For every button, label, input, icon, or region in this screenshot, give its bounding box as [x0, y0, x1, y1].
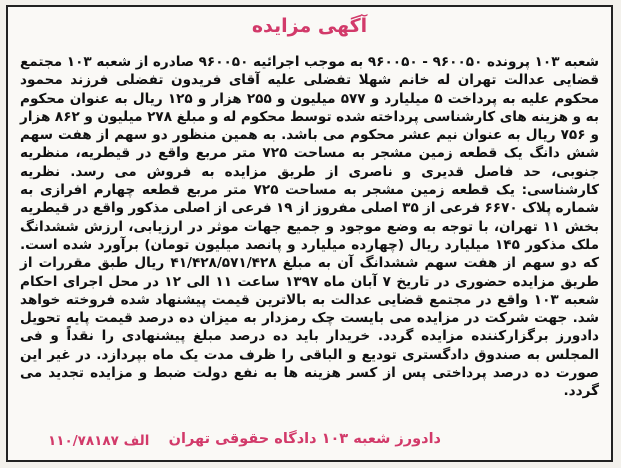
notice-reference-code: ۱۱۰/۷۸۱۸۷ الف	[48, 433, 150, 449]
notice-frame	[6, 5, 613, 462]
notice-signature: دادورز شعبه ۱۰۳ دادگاه حقوقی تهران	[168, 431, 441, 447]
notice-body: شعبه ۱۰۳ پرونده ۹۶۰۰۵۰ - ۹۶۰۰۵۰ به موجب اجرائیه ۹۶۰۰۵۰ صادره از شعبه ۱۰۳ مجتمع قضایی عدالت تهران له خانم شهلا تفضلی علیه آقای فریدون تفضلی فرزند محمود محکوم علیه به پرداخت ۵ میلیارد و ۵۷۷ میلیون و ۲۵۵ هزار و ۱۲۵ ریال به عنوان محکوم به و هزینه های کارشناسی پرداخته شده توسط محکوم له و مبلغ ۲۷۸ میلیون و ۸۶۲ هزار و ۷۵۶ ریال به عنوان نیم عشر محکوم می باشد. به همین منظور دو سهم از هفت سهم شش دانگ یک قطعه زمین مشجر به مساحت ۷۲۵ متر مربع واقع در قیطریه، منظریه جنوبی، حد فاصل قدیری و ناصری از طریق مزایده به فروش می رسد. نظریه کارشناسی: یک قطعه زمین مشجر به مساحت ۷۲۵ متر مربع قطعه چهارم افرازی به شماره پلاک ۶۶۷۰ فرعی از ۳۵ اصلی مفروز از ۱۹ فرعی از اصلی مذکور واقع در قیطریه بخش ۱۱ تهران، با توجه به وضع موجود و جمیع جهات موثر در ارزیابی، ارزش ششدانگ ملک مذکور ۱۴۵ میلیارد ریال (چهارده میلیارد و پانصد میلیون تومان) برآورد شده است. که دو سهم از هفت سهم ششدانگ آن به مبلغ ۴۱/۴۲۸/۵۷۱/۴۲۸ ریال طبق مقررات از طریق مزایده حضوری در تاریخ ۷ آبان ماه ۱۳۹۷ ساعت ۱۱ الی ۱۲ در محل اجرای احکام شعبه ۱۰۳ واقع در مجتمع قضایی عدالت به بالاترین قیمت پیشنهاد شده فروخته خواهد شد. جهت شرکت در مزایده می بایست چک رمزدار به میزان ده درصد قیمت پایه تحویل دادورز برگزارکننده مزایده گردد. خریدار باید ده درصد مبلغ پیشنهادی را نقداً و فی المجلس به صندوق دادگستری تودیع و الباقی را ظرف مدت یک ماه بپردازد. در غیر این صورت ده درصد پرداختی پس از کسر هزینه ها به نفع دولت ضبط و مزایده تجدید می گردد.	[20, 54, 600, 400]
notice-title: آگهی مزایده	[251, 15, 368, 37]
